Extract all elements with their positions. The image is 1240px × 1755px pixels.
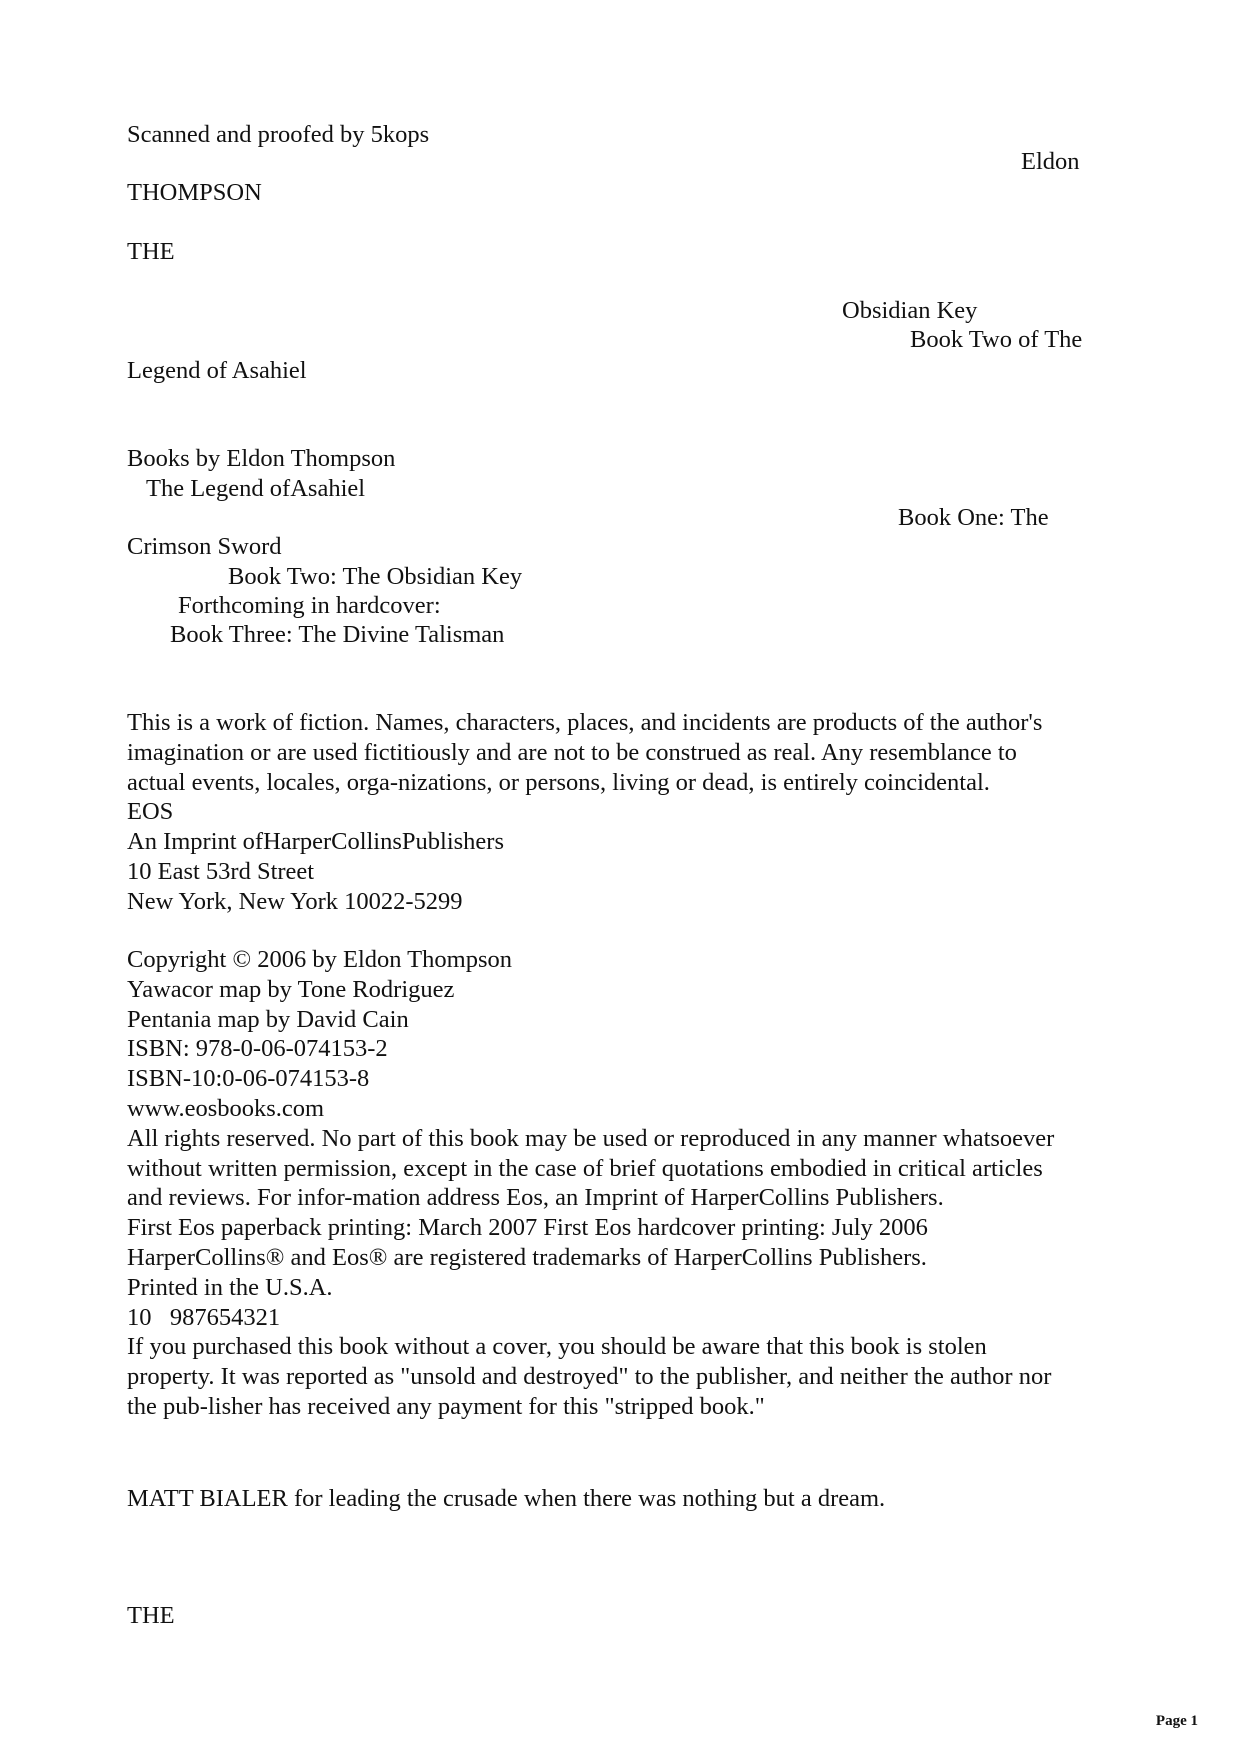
book-title: Obsidian Key (842, 297, 978, 324)
isbn-10: ISBN-10:0-06-074153-8 (127, 1065, 370, 1093)
page-number: Page 1 (1155, 1713, 1198, 1729)
rights-line: without written permission, except in the case of brief quotations embodied in critical articles (127, 1154, 1043, 1182)
stripped-book-line: If you purchased this book without a cover, you should be aware that this book is stolen (127, 1333, 987, 1361)
copyright-line: Copyright © 2006 by Eldon Thompson (127, 946, 512, 973)
book-three: Book Three: The Divine Talisman (170, 621, 505, 648)
isbn-13: ISBN: 978-0-06-074153-2 (127, 1035, 388, 1063)
rights-line: and reviews. For infor-mation address Eos, an Imprint of HarperCollins Publishers. (127, 1184, 944, 1212)
disclaimer-line: actual events, locales, orga-nizations, or persons, living or dead, is entirely coincidental. (127, 768, 990, 796)
book-two: Book Two: The Obsidian Key (228, 563, 523, 590)
book-one-part1: Book One: The (898, 504, 1049, 531)
map-credit-yawacor: Yawacor map by Tone Rodriguez (127, 975, 455, 1003)
printed-in: Printed in the U.S.A. (127, 1273, 333, 1301)
publisher-street: 10 East 53rd Street (127, 857, 315, 885)
rights-line: All rights reserved. No part of this book may be used or reproduced in any manner whatsoever (127, 1124, 1055, 1152)
author-last-name: THOMPSON (127, 179, 262, 206)
publisher-imprint: An Imprint ofHarperCollinsPublishers (127, 828, 504, 856)
publisher-city: New York, New York 10022-5299 (127, 887, 463, 915)
footer-title-article: THE (127, 1602, 175, 1629)
title-article: THE (127, 238, 175, 265)
author-first-name: Eldon (1021, 148, 1080, 175)
fiction-disclaimer (127, 708, 1127, 917)
forthcoming-label: Forthcoming in hardcover: (178, 592, 441, 619)
stripped-book-line: property. It was reported as "unsold and destroyed" to the publisher, and neither the author nor (127, 1363, 1052, 1391)
publisher-name: EOS (127, 798, 174, 826)
scan-credit: Scanned and proofed by 5kops (127, 121, 430, 148)
trademark-line: HarperCollins® and Eos® are registered trademarks of HarperCollins Publishers. (127, 1243, 927, 1271)
series-line-1: Book Two of The (910, 326, 1083, 353)
series-line-2: Legend of Asahiel (127, 357, 307, 384)
website: www.eosbooks.com (127, 1094, 325, 1122)
printing-history: First Eos paperback printing: March 2007 First Eos hardcover printing: July 2006 (127, 1214, 928, 1242)
printing-numbers: 10 987654321 (127, 1303, 281, 1331)
book-one-part2: Crimson Sword (127, 533, 282, 560)
books-by-heading: Books by Eldon Thompson (127, 445, 396, 472)
dedication: MATT BIALER for leading the crusade when there was nothing but a dream. (127, 1485, 886, 1512)
map-credit-pentania: Pentania map by David Cain (127, 1005, 409, 1033)
disclaimer-line: This is a work of fiction. Names, characters, places, and incidents are products of the author's (127, 709, 1043, 736)
stripped-book-line: the pub-lisher has received any payment for this "stripped book." (127, 1392, 765, 1420)
disclaimer-line: imagination or are used fictitiously and are not to be construed as real. Any resemblance to (127, 738, 1017, 766)
copyright-block (127, 945, 1127, 1422)
series-name: The Legend ofAsahiel (146, 475, 366, 502)
